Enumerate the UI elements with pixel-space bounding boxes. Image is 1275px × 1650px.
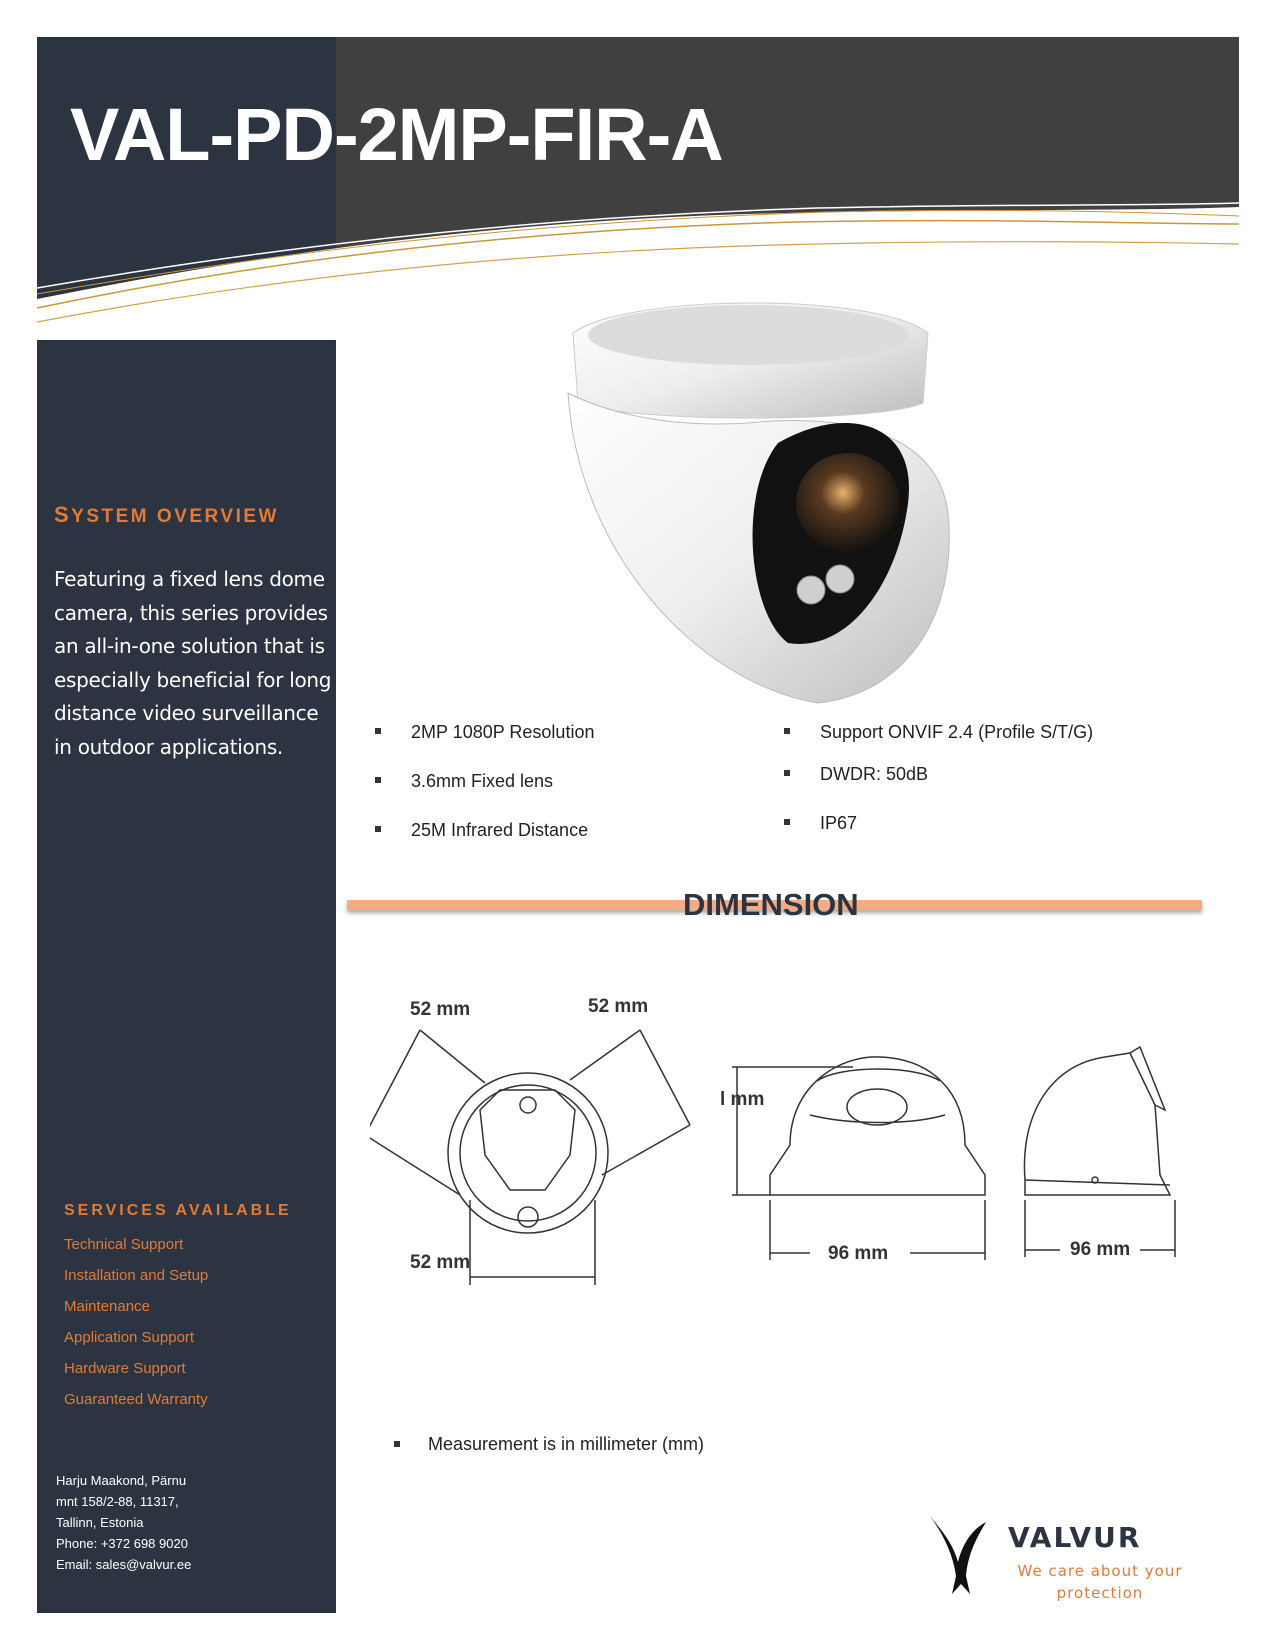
feature-item bbox=[411, 771, 553, 792]
product-title: VAL-PD-2MP-FIR-A bbox=[70, 93, 723, 176]
measurement-note bbox=[428, 1434, 704, 1455]
heading-rest: YSTEM OVERVIEW bbox=[71, 506, 279, 527]
dim-label-bottom: 52 mm bbox=[410, 1252, 471, 1273]
services-list bbox=[64, 1236, 208, 1422]
dome-camera-image bbox=[548, 293, 968, 705]
brand-tagline: We care about your protection bbox=[1017, 1562, 1183, 1602]
ir-led-right bbox=[826, 565, 854, 593]
service-item: Technical Support bbox=[64, 1236, 184, 1253]
service-item: Hardware Support bbox=[64, 1360, 186, 1377]
dim-label-top-left: 52 mm bbox=[410, 999, 471, 1020]
bullet-icon bbox=[394, 1441, 400, 1447]
camera-lens bbox=[796, 453, 900, 553]
address-line: Tallinn, Estonia bbox=[56, 1515, 144, 1530]
feature-item bbox=[411, 722, 594, 743]
dim-label-front-width: 96 mm bbox=[828, 1243, 889, 1264]
feature-text: IP67 bbox=[820, 813, 858, 833]
feature-item bbox=[820, 813, 857, 834]
service-item: Maintenance bbox=[64, 1298, 150, 1315]
dim-label-height: l mm bbox=[720, 1089, 765, 1110]
feature-item bbox=[820, 722, 1093, 743]
front-view-drawing bbox=[732, 1057, 985, 1260]
services-heading: SERVICES AVAILABLE bbox=[64, 1202, 292, 1219]
feature-item bbox=[820, 764, 928, 785]
feature-text: 2MP 1080P Resolution bbox=[411, 722, 595, 742]
bullet-icon bbox=[375, 728, 381, 734]
contact-address bbox=[56, 1470, 191, 1575]
address-line: Harju Maakond, Pärnu bbox=[56, 1473, 187, 1488]
valvur-bird-logo-icon bbox=[928, 1514, 988, 1596]
address-line: mnt 158/2-88, 11317, bbox=[56, 1494, 179, 1509]
feature-text: 3.6mm Fixed lens bbox=[411, 771, 554, 791]
dimension-drawings bbox=[370, 995, 1200, 1285]
feature-item bbox=[411, 820, 588, 841]
heading-first-letter: S bbox=[54, 502, 72, 527]
email-line: Email: sales@valvur.ee bbox=[56, 1557, 192, 1572]
feature-text: DWDR: 50dB bbox=[820, 764, 929, 784]
bullet-icon bbox=[375, 826, 381, 832]
service-item: Guaranteed Warranty bbox=[64, 1391, 208, 1408]
note-text: Measurement is in millimeter (mm) bbox=[428, 1434, 705, 1454]
service-item: Application Support bbox=[64, 1329, 195, 1346]
ir-led-left bbox=[797, 576, 825, 604]
bird-shape bbox=[930, 1516, 986, 1594]
system-overview-text: Featuring a fixed lens dome camera, this series provides an all-in-one solution that is especially beneficial for long distance video surveillance in outdoor applications. bbox=[54, 567, 332, 759]
dim-label-top-right: 52 mm bbox=[588, 996, 649, 1017]
camera-base-top bbox=[588, 305, 908, 365]
feature-text: Support ONVIF 2.4 (Profile S/T/G) bbox=[820, 722, 1094, 742]
phone-line: Phone: +372 698 9020 bbox=[56, 1536, 188, 1551]
bullet-icon bbox=[784, 728, 790, 734]
system-overview-heading bbox=[54, 502, 279, 528]
brand-name: VALVUR bbox=[1008, 1521, 1142, 1554]
side-view-drawing bbox=[1024, 1047, 1175, 1257]
bottom-view-drawing bbox=[370, 1030, 690, 1285]
bullet-icon bbox=[784, 819, 790, 825]
feature-text: 25M Infrared Distance bbox=[411, 820, 589, 840]
dimension-heading: DIMENSION bbox=[683, 887, 859, 922]
bullet-icon bbox=[784, 770, 790, 776]
bullet-icon bbox=[375, 777, 381, 783]
dim-label-side-width: 96 mm bbox=[1070, 1239, 1131, 1260]
service-item: Installation and Setup bbox=[64, 1267, 209, 1284]
